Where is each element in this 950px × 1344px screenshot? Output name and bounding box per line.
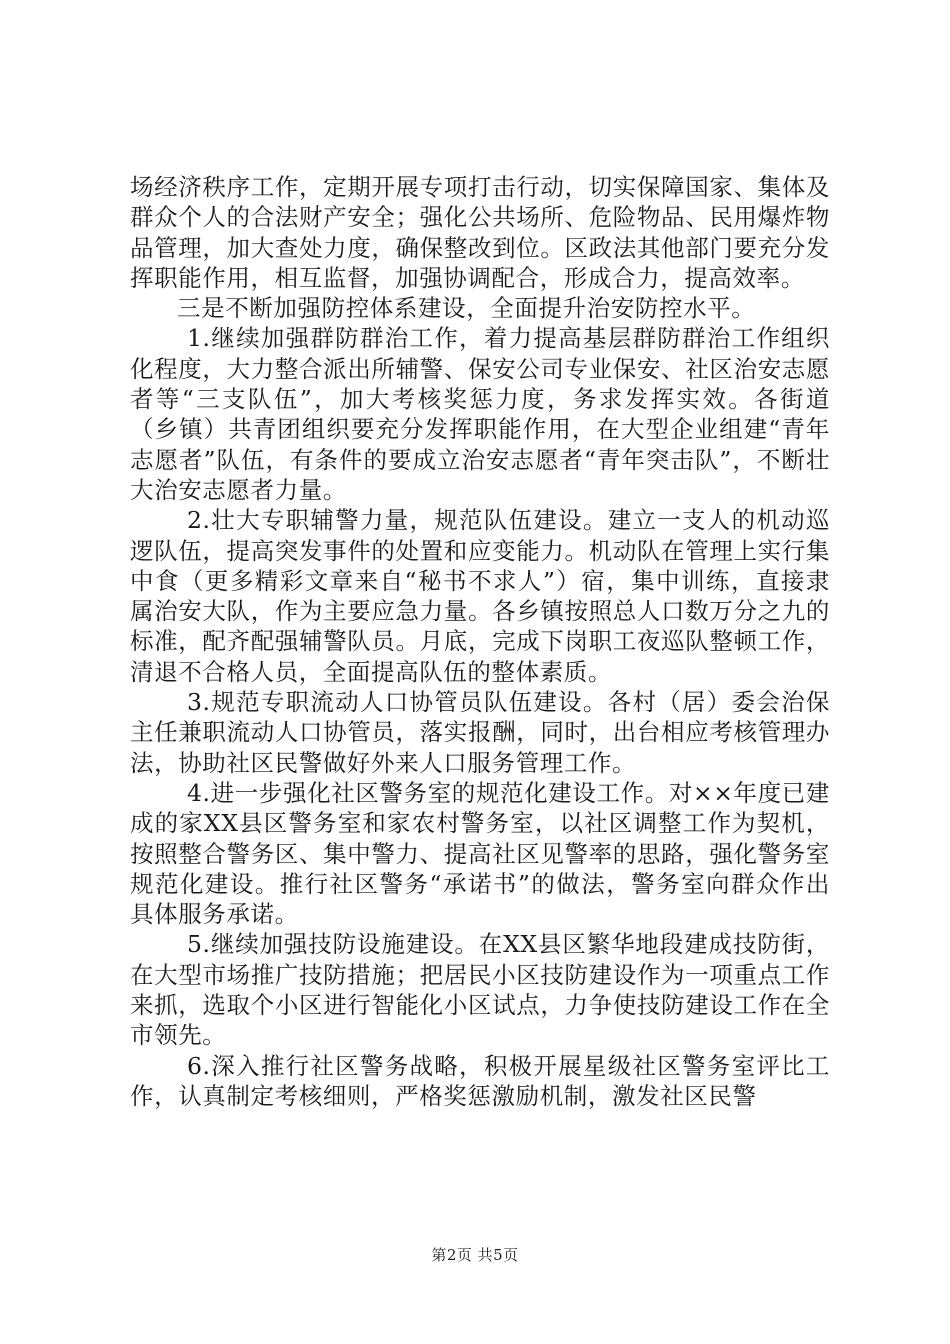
paragraph-item-4: 4.进一步强化社区警务室的规范化建设工作。对××年度已建成的家XX县区警务室和家农村警务室，以社区调整工作为契机，按照整合警务区、集中警力、提高社区见警率的思路，强化警务室规范化建设。推行社区警务“承诺书”的做法，警务室向群众作出具体服务承诺。 xyxy=(130,778,830,929)
page-number-footer: 第2页 共5页 xyxy=(431,1246,519,1264)
paragraph-item-3: 3.规范专职流动人口协管员队伍建设。各村（居）委会治保主任兼职流动人口协管员，落实报酬，同时，出台相应考核管理办法，协助社区民警做好外来人口服务管理工作。 xyxy=(130,688,830,777)
paragraph-continuation: 场经济秩序工作，定期开展专项打击行动，切实保障国家、集体及群众个人的合法财产安全；强化公共场所、危险物品、民用爆炸物品管理，加大查处力度，确保整改到位。区政法其他部门要充分发挥职能作用，相互监督，加强协调配合，形成合力，提高效率。 xyxy=(130,173,830,292)
document-body xyxy=(130,172,830,1111)
paragraph-item-5: 5.继续加强技防设施建设。在XX县区繁华地段建成技防街，在大型市场推广技防措施；把居民小区技防建设作为一项重点工作来抓，选取个小区进行智能化小区试点，力争使技防建设工作在全市领先。 xyxy=(130,930,830,1050)
paragraph-item-6: 6.深入推行社区警务战略，积极开展星级社区警务室评比工作，认真制定考核细则，严格奖惩激励机制，激发社区民警 xyxy=(130,1051,830,1110)
paragraph-item-1: 1.继续加强群防群治工作，着力提高基层群防群治工作组织化程度，大力整合派出所辅警、保安公司专业保安、社区治安志愿者等“三支队伍”，加大考核奖惩力度，务求发挥实效。各街道（乡镇）共青团组织要充分发挥职能作用，在大型企业组建“青年志愿者”队伍，有条件的要成立治安志愿者“青年突击队”，不断壮大治安志愿者力量。 xyxy=(130,324,830,504)
paragraph-item-2: 2.壮大专职辅警力量，规范队伍建设。建立一支人的机动巡逻队伍，提高突发事件的处置和应变能力。机动队在管理上实行集中食（更多精彩文章来自“秘书不求人”）宿，集中训练，直接隶属治安大队，作为主要应急力量。各乡镇按照总人口数万分之九的标准，配齐配强辅警队员。月底，完成下岗职工夜巡队整顿工作，清退不合格人员，全面提高队伍的整体素质。 xyxy=(130,506,830,686)
paragraph-section-three-heading: 三是不断加强防控体系建设，全面提升治安防控水平。 xyxy=(177,294,756,323)
